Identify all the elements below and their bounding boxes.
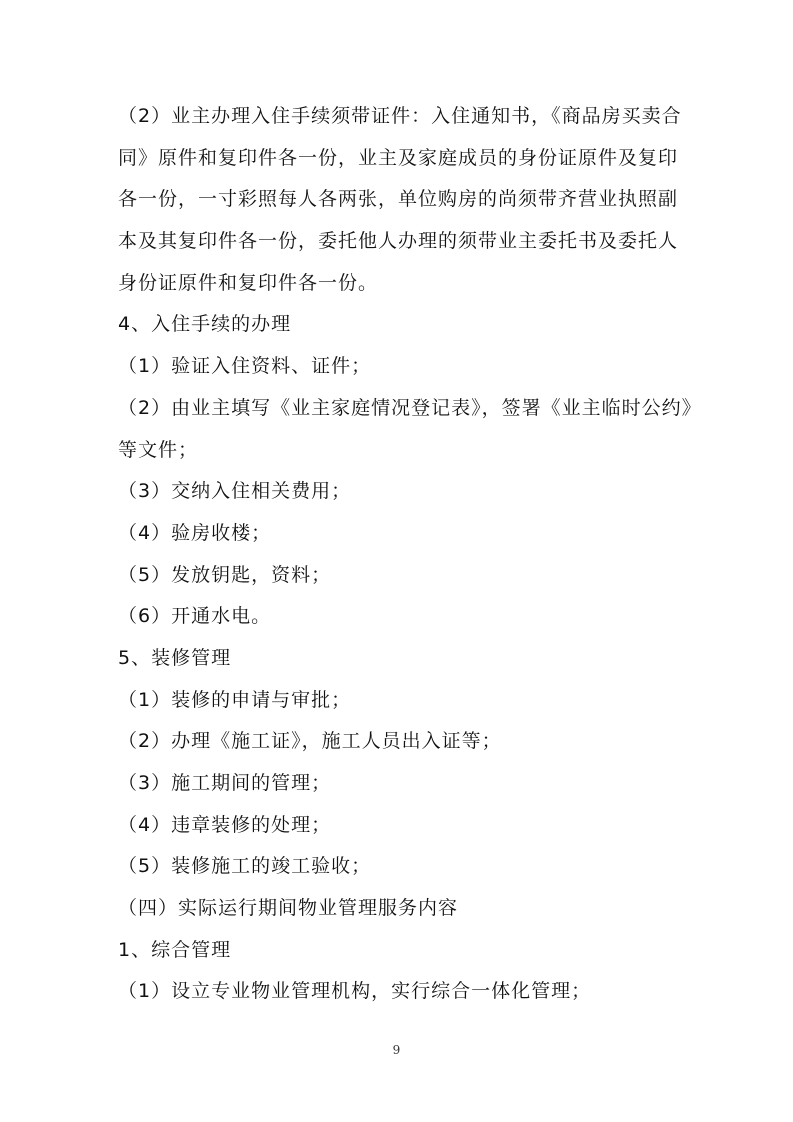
list-item: （3）交纳入住相关费用； <box>118 480 352 502</box>
paragraph-line: 身份证原件和复印件各一份。 <box>118 272 379 294</box>
section-heading: 5、装修管理 <box>118 647 232 669</box>
paragraph-line: （2）业主办理入住手续须带证件：入住通知书，《商品房买卖合 <box>118 105 682 127</box>
list-item: （4）验房收楼； <box>118 522 272 544</box>
list-item: （1）装修的申请与审批； <box>118 689 352 711</box>
list-item: （2）办理《施工证》，施工人员出入证等； <box>118 730 502 752</box>
list-item: （1）设立专业物业管理机构，实行综合一体化管理； <box>118 980 592 1002</box>
list-item: （6）开通水电。 <box>118 605 272 627</box>
section-heading: 4、入住手续的办理 <box>118 313 292 335</box>
paragraph-line: 同》原件和复印件各一份，业主及家庭成员的身份证原件及复印 <box>118 147 679 169</box>
page-number: 9 <box>392 1043 401 1057</box>
list-item: （5）发放钥匙，资料； <box>118 564 332 586</box>
section-heading: （四）实际运行期间物业管理服务内容 <box>118 897 459 919</box>
list-item-continuation: 等文件； <box>118 439 199 461</box>
list-item: （1）验证入住资料、证件； <box>118 355 372 377</box>
paragraph-line: 本及其复印件各一份，委托他人办理的须带业主委托书及委托人 <box>118 230 679 252</box>
list-item: （2）由业主填写《业主家庭情况登记表》，签署《业主临时公约》 <box>118 397 702 419</box>
list-item: （5）装修施工的竣工验收； <box>118 855 372 877</box>
list-item: （3）施工期间的管理； <box>118 772 332 794</box>
list-item: （4）违章装修的处理； <box>118 814 332 836</box>
paragraph-line: 各一份，一寸彩照每人各两张，单位购房的尚须带齐营业执照副 <box>118 188 679 210</box>
subsection-heading: 1、综合管理 <box>118 939 232 961</box>
